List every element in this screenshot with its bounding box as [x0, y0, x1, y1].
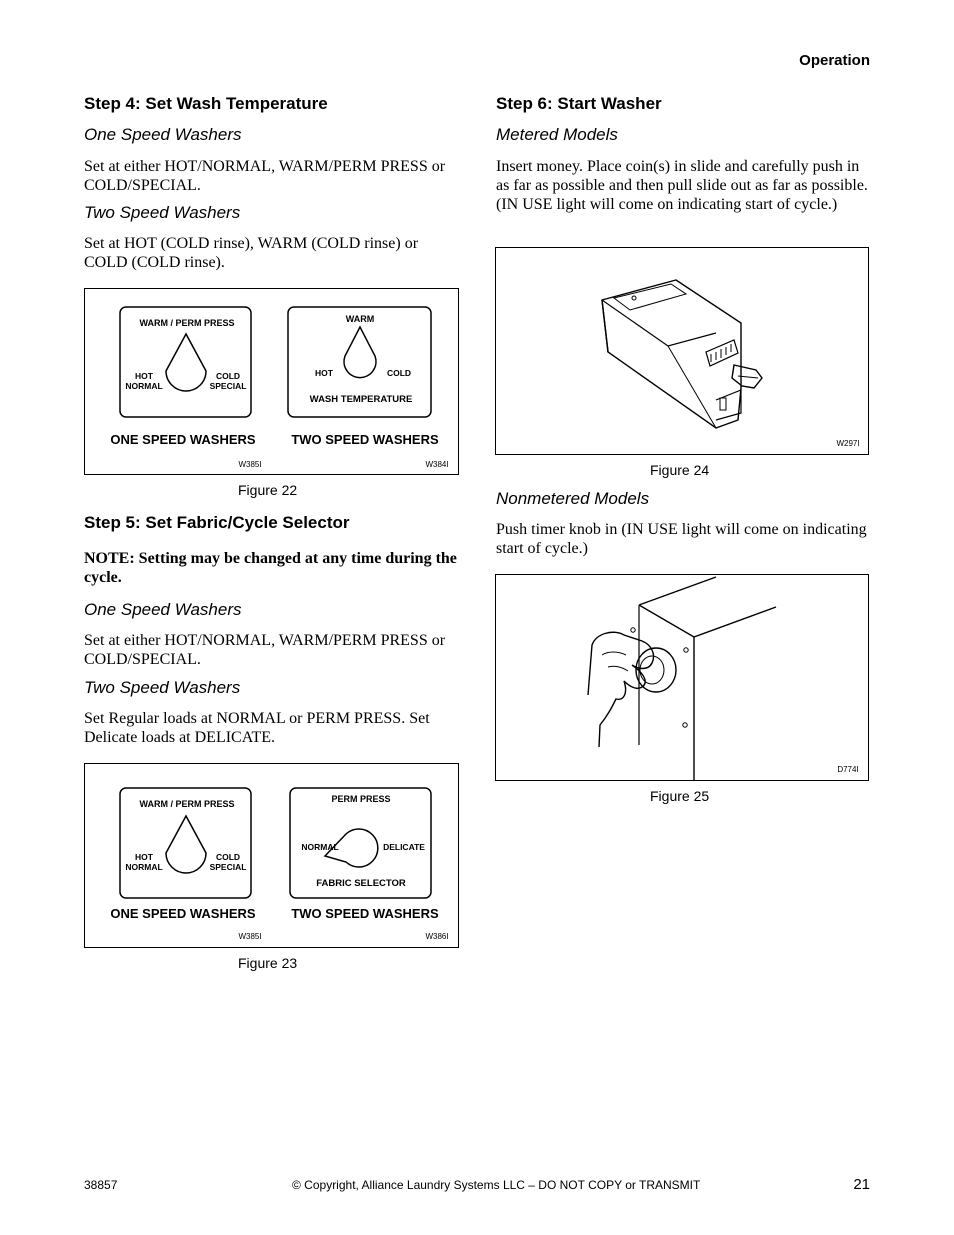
nonmetered-models-text: Push timer knob in (IN USE light will come on indicating start of cycle.) — [496, 521, 867, 557]
figure-25-caption: Figure 25 — [650, 788, 710, 804]
footer-page-number: 21 — [853, 1176, 870, 1193]
figure-22 — [84, 288, 459, 475]
temperature-dial-knob — [344, 327, 376, 378]
step4-two-speed-heading: Two Speed Washers — [84, 203, 241, 222]
step5-one-speed-text: Set at either HOT/NORMAL, WARM/PERM PRESS or COLD/SPECIAL. — [84, 632, 446, 668]
figure-24-caption: Figure 24 — [650, 462, 710, 478]
temperature-dial-knob — [166, 334, 206, 391]
figure-23-caption: Figure 23 — [238, 955, 298, 971]
figure-22-caption: Figure 22 — [238, 482, 298, 498]
running-header: Operation — [799, 52, 870, 69]
figure-23-illustration — [85, 764, 458, 947]
dial-right-label: COLD — [386, 368, 412, 378]
figure-23 — [84, 763, 459, 948]
step5-two-speed-heading: Two Speed Washers — [84, 678, 241, 697]
dial-right-label: COLD — [215, 852, 241, 862]
figure-24 — [495, 247, 869, 455]
figure-code: W384I — [425, 460, 449, 469]
figure-25 — [495, 574, 869, 781]
nonmetered-models-heading: Nonmetered Models — [496, 489, 650, 508]
step5-note: NOTE: Setting may be changed at any time during the cycle. — [84, 550, 457, 586]
dial-right-label: COLD — [215, 371, 241, 381]
dial-top-label: WARM / PERM PRESS — [139, 318, 235, 328]
step5-heading: Step 5: Set Fabric/Cycle Selector — [84, 513, 350, 532]
step4-one-speed-text: Set at either HOT/NORMAL, WARM/PERM PRESS or COLD/SPECIAL. — [84, 158, 446, 194]
temperature-dial-knob — [166, 816, 206, 873]
dial-left-label-2: NORMAL — [125, 381, 163, 391]
two-speed-caption: TWO SPEED WASHERS — [291, 432, 439, 447]
dial-top-label: PERM PRESS — [331, 794, 391, 804]
timer-knob-illustration — [496, 575, 868, 780]
dial-left-label: HOT — [135, 371, 153, 381]
dial-left-label: HOT — [315, 368, 333, 378]
dial-left-label-2: NORMAL — [125, 862, 163, 872]
figure-code: W386I — [425, 932, 449, 941]
step5-one-speed-heading: One Speed Washers — [84, 600, 242, 619]
step4-heading: Step 4: Set Wash Temperature — [84, 94, 328, 113]
step4-two-speed-text: Set at HOT (COLD rinse), WARM (COLD rinse) or COLD (COLD rinse). — [84, 235, 419, 271]
one-speed-caption: ONE SPEED WASHERS — [110, 906, 256, 921]
metered-models-heading: Metered Models — [496, 125, 618, 144]
footer-doc-number: 38857 — [84, 1178, 118, 1192]
one-speed-caption: ONE SPEED WASHERS — [110, 432, 256, 447]
figure-code: D774I — [837, 765, 859, 774]
step6-heading: Step 6: Start Washer — [496, 94, 662, 113]
metered-models-text: Insert money. Place coin(s) in slide and carefully push in as far as possible and then pull slide out as far as possible. (IN USE light will come on indicating start of cycle.) — [496, 158, 868, 213]
step4-one-speed-heading: One Speed Washers — [84, 125, 242, 144]
dial-panel-label: FABRIC SELECTOR — [316, 878, 406, 889]
figure-code: W297I — [836, 439, 860, 448]
dial-left-label: NORMAL — [301, 842, 339, 852]
dial-left-label: HOT — [135, 852, 153, 862]
footer-copyright: © Copyright, Alliance Laundry Systems LLC – DO NOT COPY or TRANSMIT — [292, 1178, 701, 1192]
dial-panel-label: WASH TEMPERATURE — [309, 394, 413, 405]
step5-two-speed-text: Set Regular loads at NORMAL or PERM PRESS. Set Delicate loads at DELICATE. — [84, 710, 430, 746]
dial-top-label: WARM / PERM PRESS — [139, 799, 235, 809]
dial-right-label: DELICATE — [383, 842, 425, 852]
dial-right-label-2: SPECIAL — [209, 862, 247, 872]
two-speed-caption: TWO SPEED WASHERS — [291, 906, 439, 921]
coin-slide-illustration — [496, 248, 868, 454]
dial-right-label-2: SPECIAL — [209, 381, 247, 391]
dial-top-label: WARM — [345, 314, 375, 324]
figure-22-illustration — [85, 289, 458, 474]
figure-code: W385I — [238, 460, 262, 469]
figure-code: W385I — [238, 932, 262, 941]
